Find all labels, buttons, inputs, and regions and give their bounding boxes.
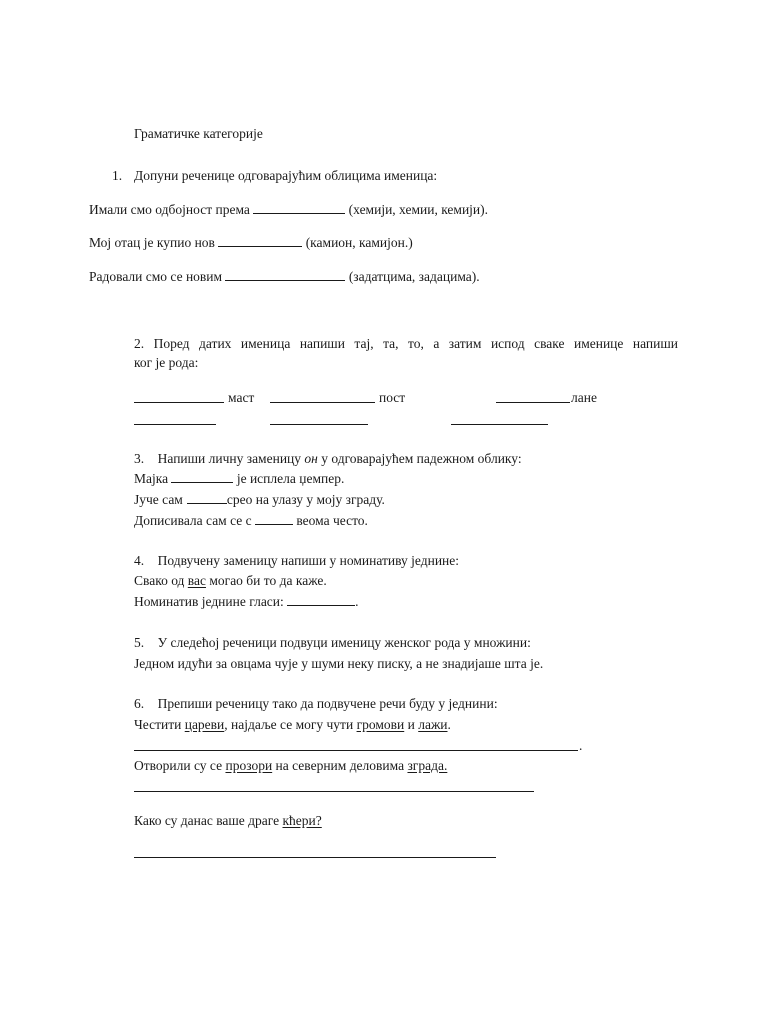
q6-line-end: . [579, 738, 583, 753]
q1-sentence-3 [89, 269, 480, 285]
q2-word-2: пост [379, 390, 406, 405]
page-title: Граматичке категорије [134, 126, 263, 141]
q3-s3-pre: Дописивала сам се с [134, 513, 252, 528]
q4-heading-text: Подвучену заменицу напиши у номинативу једнине: [157, 553, 460, 568]
answer-blank[interactable] [255, 513, 293, 525]
q3-sentence-2 [134, 492, 385, 508]
q6-heading-text: Препиши реченицу тако да подвучене речи буду у једнини: [157, 696, 498, 711]
answer-blank[interactable] [253, 202, 345, 214]
q3-s1-pre: Мајка [134, 471, 169, 486]
q3-sentence-3 [134, 513, 368, 529]
q5-number: 5. [134, 635, 145, 650]
q3-s3-post: веома често. [296, 513, 368, 528]
q2-heading-line-1: 2. Поред датих именица напиши тај, та, то, а затим испод сваке именице напиши [134, 336, 678, 351]
underlined-word: кћери? [282, 813, 322, 828]
q4-number: 4. [134, 553, 145, 568]
q3-heading [134, 451, 522, 467]
q5-heading-text: У следећој реченици подвуци именицу женског рода у множини: [157, 635, 531, 650]
q4-sentence-1 [134, 573, 327, 589]
answer-blank[interactable] [134, 402, 224, 403]
q4-heading [134, 553, 459, 569]
q1-s1-post: (хемији, хемии, кемији). [348, 202, 489, 217]
q4-s1-pre: Свако од [134, 573, 185, 588]
q4-sentence-2 [134, 594, 359, 610]
answer-blank[interactable] [225, 269, 345, 281]
answer-blank[interactable] [171, 471, 233, 483]
q6-s3-a: Како су данас ваше драге [134, 813, 280, 828]
q3-heading-pronoun: он [304, 451, 318, 466]
q1-number: 1. [112, 168, 123, 183]
q3-heading-post: у одговарајућем падежном облику: [321, 451, 522, 466]
q1-s3-post: (задатцима, задацима). [348, 269, 480, 284]
q1-heading: Допуни реченице одговарајућим облицима именица: [134, 168, 438, 183]
answer-blank[interactable] [287, 594, 355, 606]
q6-s2-b: на северним деловима [275, 758, 405, 773]
underlined-word: цареви [184, 717, 225, 732]
q6-s1-a: Чести [134, 717, 169, 732]
q1-s2-post: (камион, камијон.) [305, 235, 413, 250]
underlined-word: громови [356, 717, 405, 732]
q2-word-1: маст [228, 390, 255, 405]
underlined-pronoun: вас [187, 573, 206, 588]
answer-blank[interactable] [496, 402, 570, 403]
underlined-word: зграда. [407, 758, 448, 773]
underlined-word: лажи [418, 717, 448, 732]
q4-s2-pre: Номинатив једнине гласи: [134, 594, 284, 609]
answer-line[interactable] [134, 750, 578, 751]
answer-blank[interactable] [270, 424, 368, 425]
q6-s2-a: Отворили су се [134, 758, 223, 773]
answer-blank[interactable] [134, 424, 216, 425]
q5-heading [134, 635, 531, 651]
answer-blank[interactable] [270, 402, 375, 403]
q6-s1-b: ти [168, 717, 182, 732]
q1-s2-pre: Мој отац је купио нов [89, 235, 215, 250]
q6-number: 6. [134, 696, 145, 711]
q6-s1-e: . [447, 717, 451, 732]
answer-blank[interactable] [218, 235, 302, 247]
q2-word-3: лане [571, 390, 597, 405]
answer-line[interactable] [134, 791, 534, 792]
q6-s1-c: , најдаље се могу чути [224, 717, 354, 732]
answer-line[interactable] [134, 857, 496, 858]
q3-number: 3. [134, 451, 145, 466]
q3-sentence-1 [134, 471, 344, 487]
q3-s1-post: је исплела џемпер. [236, 471, 345, 486]
q5-sentence[interactable]: Једном идући за овцама чује у шуми неку писку, а не знадијаше шта је. [134, 656, 544, 671]
q6-s1-d: и [407, 717, 415, 732]
q6-sentence-1 [134, 717, 451, 733]
q4-s2-post: . [355, 594, 359, 609]
answer-blank[interactable] [451, 424, 548, 425]
q3-heading-pre: Напиши личну заменицу [157, 451, 302, 466]
underlined-word: прозори [225, 758, 273, 773]
q1-sentence-1 [89, 202, 488, 218]
q6-sentence-3 [134, 813, 322, 829]
q1-sentence-2 [89, 235, 413, 251]
q6-heading [134, 696, 498, 712]
q2-heading-line-2: ког је рода: [134, 355, 199, 370]
q4-s1-post: могао би то да каже. [209, 573, 327, 588]
q6-sentence-2 [134, 758, 447, 774]
answer-blank[interactable] [187, 492, 227, 504]
q1-s1-pre: Имали смо одбојност према [89, 202, 250, 217]
q3-s2-pre: Јуче сам [134, 492, 183, 507]
q1-s3-pre: Радовали смо се новим [89, 269, 223, 284]
q3-s2-post: срео на улазу у моју зграду. [226, 492, 385, 507]
